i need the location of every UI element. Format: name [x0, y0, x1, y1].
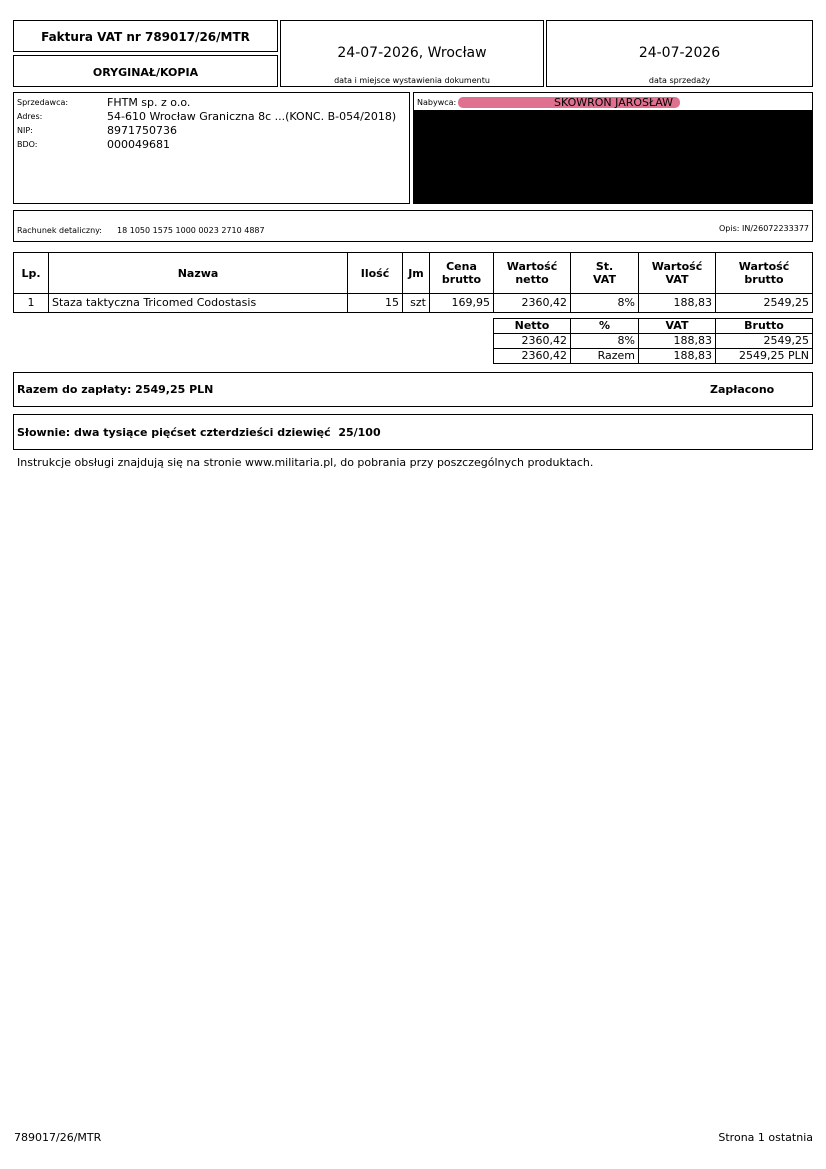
to-pay-amount: Razem do zapłaty: 2549,25 PLN	[17, 383, 214, 396]
account-label: Rachunek detaliczny:	[17, 226, 102, 235]
summary-row1-net: 2360,42	[493, 333, 571, 349]
seller-nip: 8971750736	[107, 124, 177, 137]
account-box	[13, 210, 813, 242]
items-header-price: Cena brutto	[429, 252, 494, 294]
address-label: Adres:	[17, 112, 43, 121]
seller-address: 54-610 Wrocław Graniczna 8c ...(KONC. B-054/2018)	[107, 110, 397, 123]
summary-header-percent: %	[570, 318, 639, 334]
items-header-name: Nazwa	[48, 252, 348, 294]
items-header-net: Wartość netto	[493, 252, 571, 294]
summary-total-net: 2360,42	[493, 348, 571, 364]
seller-bdo: 000049681	[107, 138, 170, 151]
summary-header-vat: VAT	[638, 318, 716, 334]
buyer-box	[413, 92, 813, 204]
amount-in-words: Słownie: dwa tysiące pięćset czterdzieści dziewięć 25/100	[17, 426, 381, 439]
summary-total-gross: 2549,25 PLN	[715, 348, 813, 364]
account-number: 18 1050 1575 1000 0023 2710 4887	[117, 226, 265, 235]
order-description: Opis: IN/26072233377	[718, 224, 809, 233]
invoice-title-box	[13, 20, 278, 52]
item-name: Staza taktyczna Tricomed Codostasis	[48, 293, 348, 313]
summary-header-gross: Brutto	[715, 318, 813, 334]
items-header-vat-value: Wartość VAT	[638, 252, 716, 294]
item-vat-rate: 8%	[570, 293, 639, 313]
sale-date-box	[546, 20, 813, 87]
issue-date-label: data i miejsce wystawienia dokumentu	[334, 76, 490, 85]
to-pay-box	[13, 372, 813, 407]
item-unit: szt	[402, 293, 430, 313]
copy-label-box	[13, 55, 278, 87]
item-qty: 15	[347, 293, 403, 313]
instructions-note: Instrukcje obsługi znajdują się na stronie www.militaria.pl, do pobrania przy poszczególnych produktach.	[17, 456, 594, 469]
item-vat-value: 188,83	[638, 293, 716, 313]
issue-date-box	[280, 20, 544, 87]
paid-status: Zapłacono	[710, 383, 775, 396]
seller-box	[13, 92, 410, 204]
seller-label: Sprzedawca:	[17, 98, 69, 107]
copy-label: ORYGINAŁ/KOPIA	[92, 66, 199, 79]
item-net: 2360,42	[493, 293, 571, 313]
summary-total-vat: 188,83	[638, 348, 716, 364]
buyer-name: SKOWRON JAROSŁAW	[554, 96, 673, 109]
item-lp: 1	[13, 293, 49, 313]
amount-in-words-box	[13, 414, 813, 450]
summary-row1-percent: 8%	[570, 333, 639, 349]
items-header-lp: Lp.	[13, 252, 49, 294]
summary-header-net: Netto	[493, 318, 571, 334]
items-header-gross: Wartość brutto	[715, 252, 813, 294]
items-header-vat-rate: St. VAT	[570, 252, 639, 294]
footer-doc-number: 789017/26/MTR	[14, 1131, 102, 1144]
issue-date-value: 24-07-2026, Wrocław	[337, 45, 487, 61]
summary-row1-gross: 2549,25	[715, 333, 813, 349]
summary-total-label: Razem	[570, 348, 639, 364]
bdo-label: BDO:	[17, 140, 38, 149]
buyer-redaction	[414, 110, 812, 203]
seller-name: FHTM sp. z o.o.	[107, 96, 191, 109]
buyer-label: Nabywca:	[417, 98, 457, 107]
items-header-unit: Jm	[402, 252, 430, 294]
nip-label: NIP:	[17, 126, 33, 135]
sale-date-value: 24-07-2026	[638, 45, 721, 61]
item-price: 169,95	[429, 293, 494, 313]
item-gross: 2549,25	[715, 293, 813, 313]
footer-page-info: Strona 1 ostatnia	[718, 1131, 813, 1144]
items-header-qty: Ilość	[347, 252, 403, 294]
invoice-title: Faktura VAT nr 789017/26/MTR	[41, 30, 250, 44]
sale-date-label: data sprzedaży	[648, 76, 711, 85]
summary-row1-vat: 188,83	[638, 333, 716, 349]
